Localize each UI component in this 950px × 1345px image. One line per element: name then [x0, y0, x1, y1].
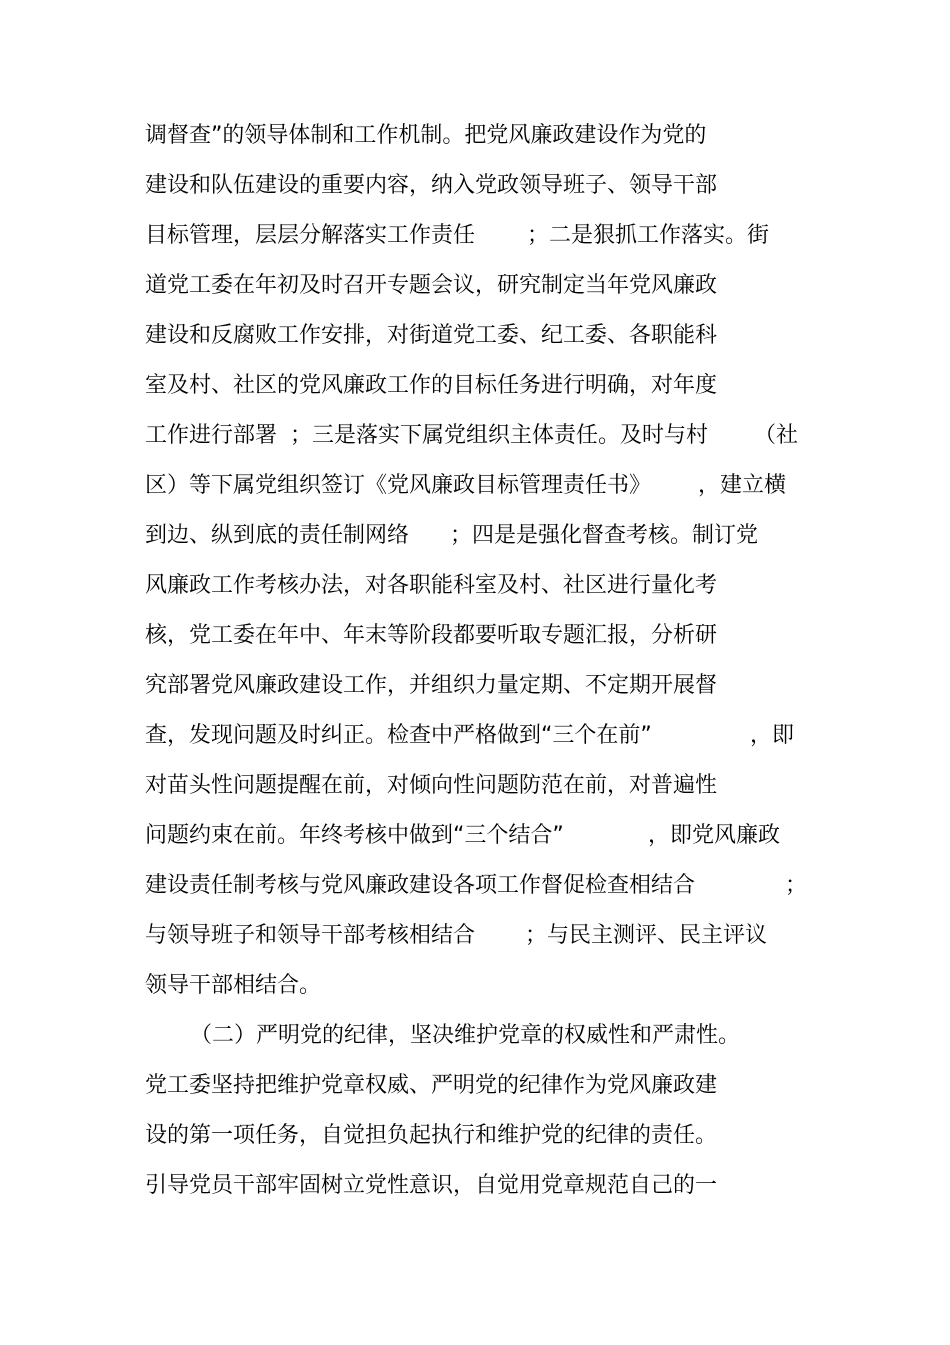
line-segment: ，即党风廉政: [648, 823, 781, 848]
line-segment: 目标管理，层层分解落实工作责任: [145, 223, 476, 248]
text-line: [145, 520, 759, 552]
text-line: [145, 270, 717, 302]
line-segment: 核，党工委在年中、年末等阶段都要听取专题汇报，分析研: [145, 623, 718, 648]
line-segment: 区）等下属党组织签订《党风廉政目标管理责任书》: [145, 473, 652, 498]
line-segment: 引导党员干部牢固树立党性意识，自觉用党章规范自己的一: [145, 1173, 718, 1198]
line-segment: ；二是狠抓工作落实。街: [527, 223, 770, 248]
line-segment: ；三是落实下属党组织主体责任。及时与村: [290, 423, 709, 448]
line-segment: ，即: [750, 723, 795, 748]
text-line: [145, 120, 706, 152]
line-segment: 道党工委在年初及时召开专题会议，研究制定当年党风廉政: [145, 273, 718, 298]
text-line: [145, 620, 717, 652]
line-segment: （二）严明党的纪律，坚决维护党章的权威性和严肃性。: [190, 1023, 741, 1048]
line-segment: 建设和队伍建设的重要内容，纳入党政领导班子、领导干部: [145, 173, 718, 198]
text-line: [145, 420, 799, 452]
text-line: [145, 1170, 717, 1202]
text-line: [145, 570, 717, 602]
text-line: [145, 220, 770, 252]
text-line: [145, 1070, 717, 1102]
text-line: [145, 870, 808, 902]
text-line: [145, 170, 717, 202]
text-line: [145, 970, 321, 1002]
text-line: [145, 370, 717, 402]
line-segment: ，建立横: [698, 473, 787, 498]
text-line: [190, 1020, 740, 1052]
line-segment: 建设责任制考核与党风廉政建设各项工作督促检查相结合: [145, 873, 696, 898]
line-segment: （社: [754, 423, 799, 448]
text-line: [145, 1120, 717, 1152]
line-segment: 设的第一项任务，自觉担负起执行和维护党的纪律的责任。: [145, 1123, 718, 1148]
line-segment: 与领导班子和领导干部考核相结合: [145, 923, 476, 948]
text-line: [145, 470, 787, 502]
line-segment: 建设和反腐败工作安排，对街道党工委、纪工委、各职能科: [145, 323, 718, 348]
text-line: [145, 920, 768, 952]
text-line: [145, 320, 717, 352]
line-segment: ；四是是强化督查考核。制订党: [450, 523, 759, 548]
line-segment: 查，发现问题及时纠正。检查中严格做到“三个在前”: [145, 723, 652, 748]
text-line: [145, 820, 781, 852]
line-segment: 调督查”的领导体制和工作机制。把党风廉政建设作为党的: [145, 123, 707, 148]
line-segment: 工作进行部署: [145, 423, 278, 448]
line-segment: 问题约束在前。年终考核中做到“三个结合”: [145, 823, 564, 848]
line-segment: ；: [785, 873, 808, 898]
line-segment: 到边、纵到底的责任制网络: [145, 523, 410, 548]
text-line: [145, 720, 795, 752]
line-segment: 风廉政工作考核办法，对各职能科室及村、社区进行量化考: [145, 573, 718, 598]
text-line: [145, 670, 717, 702]
line-segment: 领导干部相结合。: [145, 973, 322, 998]
line-segment: ；与民主测评、民主评议: [525, 923, 768, 948]
line-segment: 对苗头性问题提醒在前，对倾向性问题防范在前，对普遍性: [145, 773, 718, 798]
line-segment: 究部署党风廉政建设工作，并组织力量定期、不定期开展督: [145, 673, 718, 698]
line-segment: 党工委坚持把维护党章权威、严明党的纪律作为党风廉政建: [145, 1073, 718, 1098]
line-segment: 室及村、社区的党风廉政工作的目标任务进行明确，对年度: [145, 373, 718, 398]
text-line: [145, 770, 717, 802]
